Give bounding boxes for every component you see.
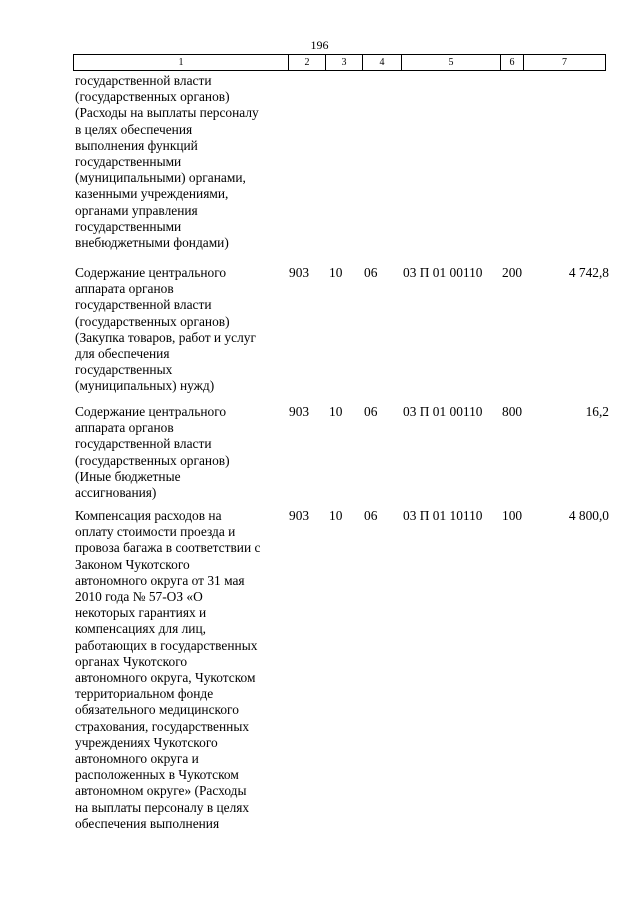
column-number-4: 4 xyxy=(363,55,402,71)
description-line: органами управления xyxy=(75,202,198,218)
row-description xyxy=(75,265,290,395)
expense-type-cell: 800 xyxy=(502,404,523,419)
description-line: оплату стоимости проезда и xyxy=(75,524,236,540)
description-line: некоторых гарантиях и xyxy=(75,605,207,621)
column-number-3: 3 xyxy=(326,55,363,71)
description-line: государственной власти xyxy=(75,436,212,452)
column-number-1: 1 xyxy=(74,55,289,71)
row-description xyxy=(75,73,290,251)
row-description xyxy=(75,404,290,501)
description-line: автономного округа, Чукотском xyxy=(75,670,256,686)
subsection-code-cell: 06 xyxy=(364,404,378,419)
column-number-2: 2 xyxy=(289,55,326,71)
description-line: (государственных органов) xyxy=(75,452,230,468)
description-line: учреждениях Чукотского xyxy=(75,734,218,750)
column-number-header xyxy=(73,54,606,71)
section-code-cell: 10 xyxy=(329,265,343,280)
target-article-cell: 03 П 01 10110 xyxy=(403,508,483,523)
admin-code-cell: 903 xyxy=(289,508,310,523)
description-line: автономного округа от 31 мая xyxy=(75,572,245,588)
description-line: Содержание центрального xyxy=(75,265,227,280)
description-line: (муниципальных) нужд) xyxy=(75,378,215,394)
description-line: расположенных в Чукотском xyxy=(75,767,239,783)
amount-cell: 4 800,0 xyxy=(568,508,609,523)
subsection-code-cell: 06 xyxy=(364,265,378,280)
admin-code-cell: 903 xyxy=(289,404,310,419)
description-line: (муниципальными) органами, xyxy=(75,170,246,186)
description-line: работающих в государственных xyxy=(75,637,258,653)
description-line: (Расходы на выплаты персоналу xyxy=(75,105,259,121)
description-line: аппарата органов xyxy=(75,281,174,297)
column-number-7: 7 xyxy=(524,55,606,71)
expense-type-cell: 100 xyxy=(502,508,523,523)
description-line: провоза багажа в соответствии с xyxy=(75,540,261,556)
description-line: компенсациях для лиц, xyxy=(75,621,206,637)
description-line: на выплаты персоналу в целях xyxy=(75,799,250,815)
amount-cell: 16,2 xyxy=(585,404,609,419)
row-description xyxy=(75,508,290,832)
description-line: обеспечения выполнения xyxy=(75,815,220,831)
section-code-cell: 10 xyxy=(329,508,343,523)
description-line: автономного округа и xyxy=(75,751,199,767)
subsection-code-cell: 06 xyxy=(364,508,378,523)
section-code-cell: 10 xyxy=(329,404,343,419)
description-line: территориальном фонде xyxy=(75,686,214,702)
description-line: автономном округе» (Расходы xyxy=(75,783,247,799)
description-line: казенными учреждениями, xyxy=(75,186,229,202)
amount-cell: 4 742,8 xyxy=(568,265,609,280)
description-line: органах Чукотского xyxy=(75,653,188,669)
description-line: обязательного медицинского xyxy=(75,702,239,718)
description-line: (государственных органов) xyxy=(75,89,230,105)
description-line: государственной власти xyxy=(75,297,212,313)
description-line: государственными xyxy=(75,154,182,170)
description-line: ассигнования) xyxy=(75,485,157,501)
admin-code-cell: 903 xyxy=(289,265,310,280)
description-line: Законом Чукотского xyxy=(75,556,190,572)
page-number: 196 xyxy=(310,38,329,52)
description-line: государственной власти xyxy=(75,73,212,88)
target-article-cell: 03 П 01 00110 xyxy=(403,265,483,280)
description-line: аппарата органов xyxy=(75,420,174,436)
description-line: государственными xyxy=(75,218,182,234)
description-line: (Закупка товаров, работ и услуг xyxy=(75,329,256,345)
description-line: для обеспечения xyxy=(75,346,170,362)
target-article-cell: 03 П 01 00110 xyxy=(403,404,483,419)
description-line: внебюджетными фондами) xyxy=(75,235,229,251)
description-line: государственных xyxy=(75,362,173,378)
column-number-6: 6 xyxy=(501,55,524,71)
description-line: страхования, государственных xyxy=(75,718,250,734)
description-line: Содержание центрального xyxy=(75,404,227,419)
description-line: в целях обеспечения xyxy=(75,121,193,137)
description-line: Компенсация расходов на xyxy=(75,508,222,523)
expense-type-cell: 200 xyxy=(502,265,523,280)
description-line: 2010 года № 57-ОЗ «О xyxy=(75,589,203,605)
description-line: выполнения функций xyxy=(75,137,198,153)
column-number-5: 5 xyxy=(402,55,501,71)
description-line: (государственных органов) xyxy=(75,313,230,329)
description-line: (Иные бюджетные xyxy=(75,468,181,484)
